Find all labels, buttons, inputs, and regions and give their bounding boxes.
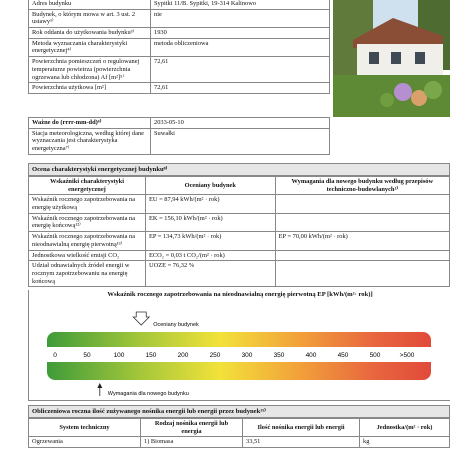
rating-required-value: [275, 250, 449, 261]
info-row: [29, 9, 330, 27]
energy-rating-title: Ocena charakterystyki energetycznej budynku⁸⁾: [28, 163, 450, 176]
ep-scale-tick-label: 250: [209, 352, 221, 359]
ep-scale-tick-label: 100: [113, 352, 125, 359]
energy-rating-section: [28, 163, 450, 287]
ep-scale-tick-label: >500: [399, 352, 415, 359]
rating-assessed-value: EP = 134,73 kWh/(m² · rok): [145, 232, 275, 250]
ep-scale-graphic: [29, 290, 450, 400]
info-value: Sypitki 11/B. Sypitki, 19-314 Kalinowo: [151, 0, 330, 9]
info-value: 72,61: [151, 57, 330, 83]
rating-row: [29, 213, 450, 231]
ep-scale-tick-label: 350: [273, 352, 285, 359]
rating-row: [29, 232, 450, 250]
rating-assessed-value: ECO₂ = 0,03 t CO₂/(m² · rok): [145, 250, 275, 261]
info-value: 72,61: [151, 83, 330, 94]
rating-indicator: Wskaźnik rocznego zapotrzebowania na nieodnawialną energię pierwotną¹³⁾: [29, 232, 146, 250]
consumption-cell: 33,51: [243, 437, 360, 448]
energy-consumption-section: [28, 405, 450, 448]
info-label: Rok oddania do użytkowania budynku³⁾: [29, 28, 151, 39]
required-marker-label: Wymagania dla nowego budynku: [107, 391, 189, 397]
consumption-cell: Ogrzewania: [29, 437, 141, 448]
rating-row: [29, 195, 450, 213]
rating-row: [29, 261, 450, 287]
ep-scale-tick-label: 200: [177, 352, 189, 359]
consumption-header-system: System techniczny: [29, 419, 141, 437]
rating-assessed-value: UOZE = 76,32 %: [145, 261, 275, 287]
assessed-marker-label: Oceniany budynek: [153, 322, 199, 328]
energy-consumption-title: Obliczeniowa roczna ilość zużywanego nośnika energii lub energii przez budynek¹⁵⁾: [28, 405, 450, 418]
ep-scale-tick-label: 500: [369, 352, 381, 359]
info-label: Budynek, o którym mowa w art. 3 ust. 2 ustawy¹⁾: [29, 9, 151, 27]
consumption-header-amount: Ilość nośnika energii lub energii: [243, 419, 360, 437]
valid-until-value: 2033-05-10: [151, 118, 330, 129]
rating-indicator: Wskaźnik rocznego zapotrzebowania na energię użytkową: [29, 195, 146, 213]
rating-required-value: [275, 195, 449, 213]
rating-required-value: [275, 213, 449, 231]
ep-scale-title: Wskaźnik rocznego zapotrzebowania na nieodnawialną energię pierwotną EP [kWh/(m²· rok)]: [107, 291, 373, 298]
info-value: nie: [151, 9, 330, 27]
info-value: metoda obliczeniowa: [151, 38, 330, 56]
rating-indicator: Jednostkowa wielkość emisji CO₂: [29, 250, 146, 261]
rating-indicator: Udział odnawialnych źródeł energii w rocznym zapotrzebowaniu na energię końcową: [29, 261, 146, 287]
rating-indicator: Wskaźnik rocznego zapotrzebowania na energię końcową¹²⁾: [29, 213, 146, 231]
info-label: Powierzchnia pomieszczeń o regulowanej temperaturze powietrza (powierzchnia ogrzewana lub chłodzona) Af [m²]⁵⁾: [29, 57, 151, 83]
valid-until-label: Ważne do (rrrr-mm-dd)⁶⁾: [29, 118, 151, 129]
info-label: Metoda wyznaczania charakterystyki energetycznej⁴⁾: [29, 38, 151, 56]
rating-header-assessed: Oceniany budynek: [145, 177, 275, 195]
rating-required-value: EP = 70,00 kWh/(m² · rok): [275, 232, 449, 250]
info-value: 1930: [151, 28, 330, 39]
ep-scale-tick-label: 0: [53, 352, 57, 359]
consumption-header-carrier: Rodzaj nośnika energii lub energia: [141, 419, 243, 437]
info-row: [29, 0, 330, 9]
weather-station-label: Stacja meteorologiczna, według której dane wyznaczania jest charakterystyka energetyczna⁷⁾: [29, 128, 151, 154]
energy-consumption-table: [28, 418, 450, 448]
energy-rating-table: [28, 176, 450, 287]
rating-assessed-value: EU = 87,94 kWh/(m² · rok): [145, 195, 275, 213]
info-row: [29, 83, 330, 94]
info-row: [29, 57, 330, 83]
building-photo: [333, 0, 450, 117]
consumption-cell: kg: [360, 437, 450, 448]
info-row: [29, 28, 330, 39]
ep-scale-tick-label: 300: [241, 352, 253, 359]
rating-header-indicator: Wskaźniki charakterystyki energetycznej: [29, 177, 146, 195]
ep-scale-tick-label: 400: [305, 352, 317, 359]
ep-scale-tick-label: 150: [145, 352, 157, 359]
weather-station-value: Suwałki: [151, 128, 330, 154]
info-label: Powierzchnia użytkowa [m²]: [29, 83, 151, 94]
rating-required-value: [275, 261, 449, 287]
info-row: [29, 38, 330, 56]
rating-header-required: Wymagania dla nowego budynku według przepisów techniczno-budowlanych¹⁾: [275, 177, 449, 195]
rating-row: [29, 250, 450, 261]
building-info-table: [28, 0, 330, 94]
validity-table: [28, 117, 330, 155]
ep-scale-tick-label: 450: [337, 352, 349, 359]
ep-scale-box: [28, 290, 450, 401]
consumption-cell: 1) Biomasa: [141, 437, 243, 448]
rating-assessed-value: EK = 156,10 kWh/(m² · rok): [145, 213, 275, 231]
required-arrowhead-icon: [97, 383, 102, 388]
consumption-header-unit: Jednostka/(m² · rok): [360, 419, 450, 437]
assessed-arrow-icon: [133, 312, 149, 325]
consumption-row: [29, 437, 450, 448]
info-label: Adres budynku: [29, 0, 151, 9]
ep-scale-tick-label: 50: [83, 352, 91, 359]
